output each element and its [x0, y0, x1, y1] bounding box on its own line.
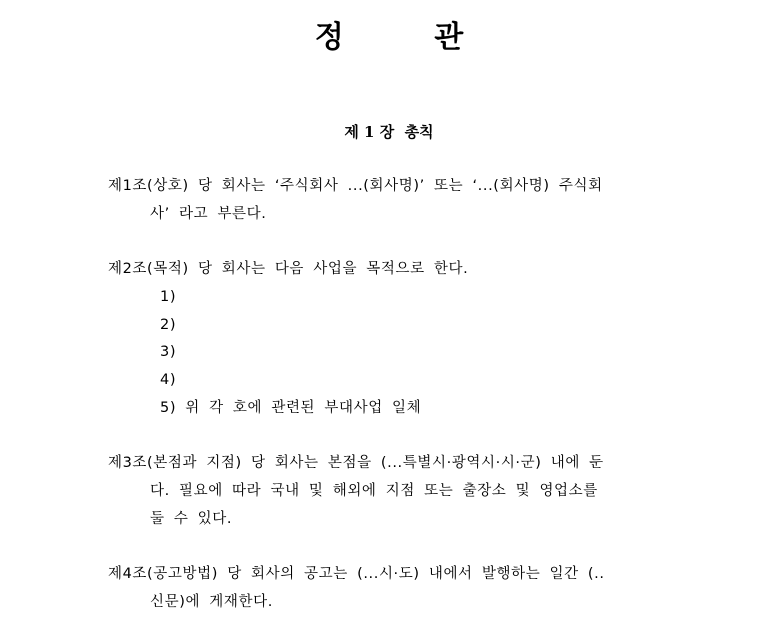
article-3-line-1: 제3조(본점과 지점) 당 회사는 본점을 (...특별시·광역시·시·군) 내에 둔	[108, 455, 604, 471]
article-2-item-2: 2)	[160, 317, 177, 333]
document-title: 정 관	[314, 20, 504, 55]
article-3-line-2: 다. 필요에 따라 국내 및 해외에 지점 또는 출장소 및 영업소를	[150, 483, 598, 499]
article-1-line-2: 사’ 라고 부른다.	[150, 206, 267, 222]
article-2-item-3: 3)	[160, 344, 177, 360]
article-2-item-4: 4)	[160, 372, 177, 388]
article-3-line-3: 둘 수 있다.	[150, 511, 233, 527]
article-4-line-2: 신문)에 게재한다.	[150, 594, 273, 610]
article-2-item-5: 5) 위 각 호에 관련된 부대사업 일체	[160, 400, 422, 416]
chapter-heading: 제 1 장 총칙	[344, 123, 434, 141]
article-2-line-1: 제2조(목적) 당 회사는 다음 사업을 목적으로 한다.	[108, 261, 469, 277]
article-1-line-1: 제1조(상호) 당 회사는 ‘주식회사 ...(회사명)’ 또는 ‘...(회사명) 주식회	[108, 178, 603, 194]
article-2-item-1: 1)	[160, 289, 177, 305]
article-4-line-1: 제4조(공고방법) 당 회사의 공고는 (...시·도) 내에서 발행하는 일간 (..	[108, 566, 605, 582]
